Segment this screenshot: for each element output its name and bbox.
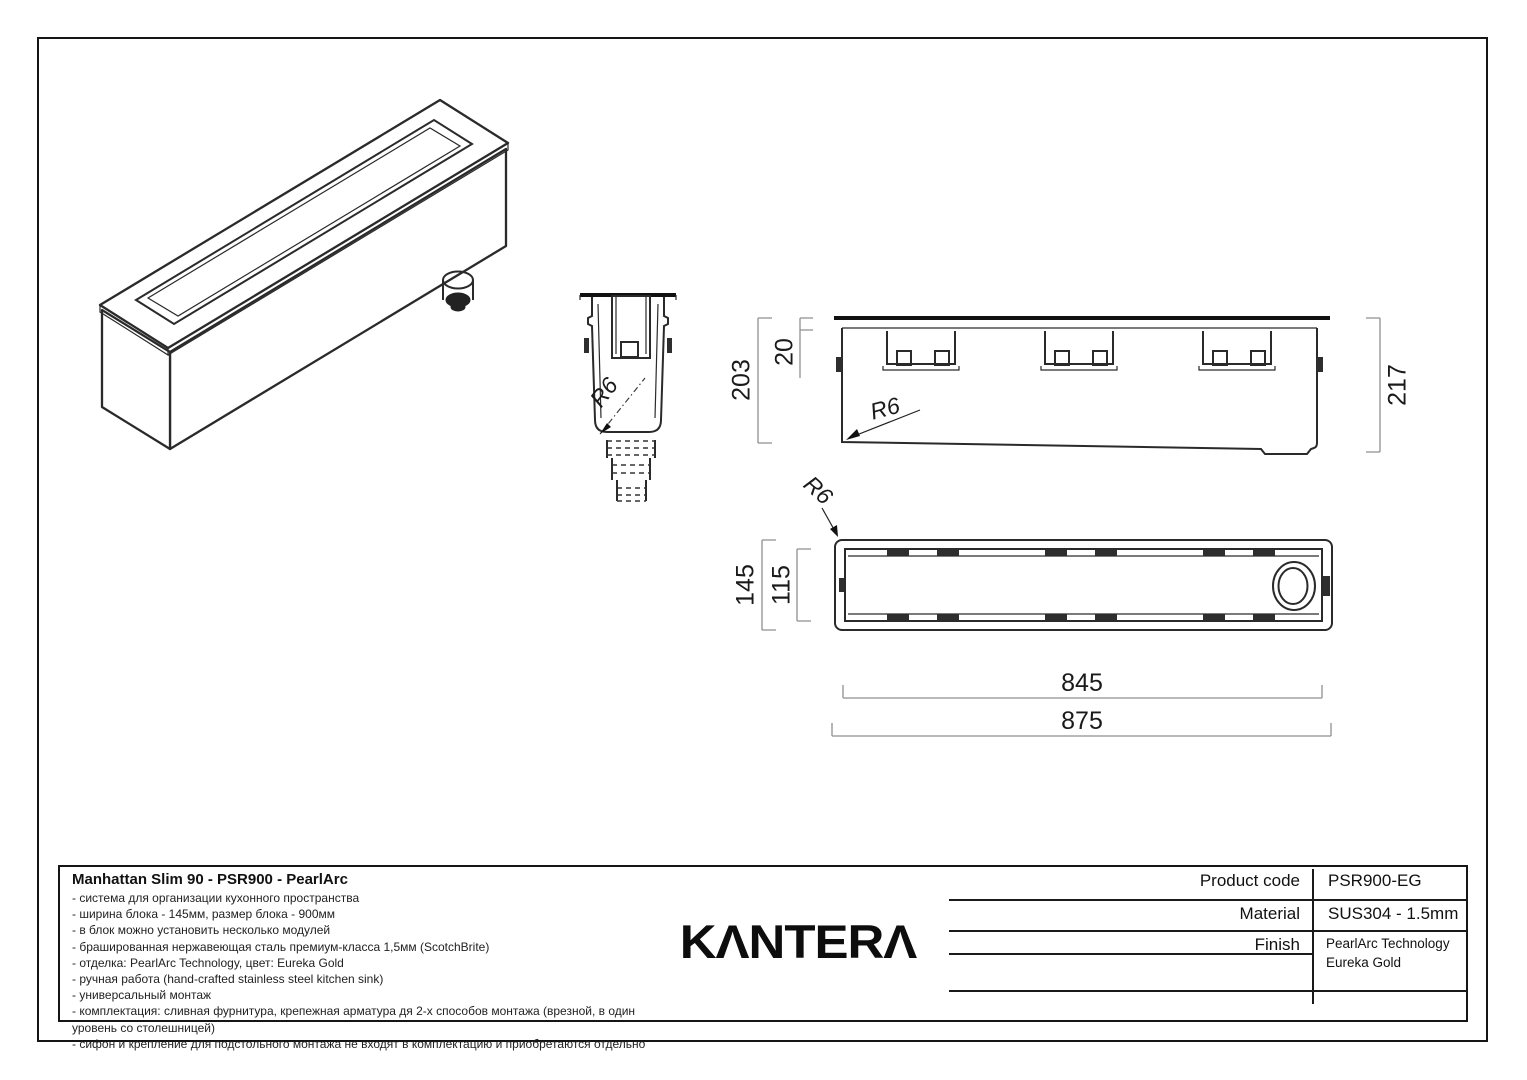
spec-bullet: - система для организации кухонного пространства	[72, 891, 360, 905]
plan-radius-label: R6	[798, 470, 838, 510]
module-bracket	[883, 331, 959, 370]
finish-value-line1: PearlArc Technology	[1326, 936, 1450, 951]
elevation-radius-label: R6	[867, 391, 903, 425]
dim-217: 217	[1383, 364, 1412, 406]
module-bracket	[1041, 331, 1117, 370]
elevation-radius-callout	[846, 392, 920, 440]
spec-bullet: - ширина блока - 145мм, размер блока - 900мм	[72, 907, 336, 922]
table-separator	[949, 899, 1466, 901]
section-outline	[580, 295, 676, 432]
section-drain-hidden	[607, 440, 655, 501]
product-code-value: PSR900-EG	[1328, 871, 1422, 890]
spec-bullet-list	[72, 890, 650, 1052]
material-label: Material	[1239, 904, 1300, 923]
table-separator	[949, 930, 1466, 932]
table-separator	[949, 990, 1466, 992]
plan-radius-callout	[799, 471, 838, 537]
elevation-view	[725, 300, 1415, 480]
elevation-modules	[883, 331, 1275, 370]
spec-bullet: - комплектация: сливная фурнитура, крепежная арматура дя 2-х способов монтажа (врезной, в один уровень со столешницей)	[72, 1004, 636, 1035]
dim-875: 875	[1061, 707, 1103, 735]
product-code-row	[949, 871, 1464, 891]
section-radius-label: R6	[584, 372, 623, 412]
plan-clip-marks	[887, 550, 1275, 621]
dim-115: 115	[767, 565, 796, 605]
isometric-view	[60, 60, 560, 460]
spec-bullet: - сифон и крепление для подстольного монтажа не входят в комплектацию и приобретаются отдельно	[72, 1036, 646, 1051]
section-module	[612, 296, 650, 358]
finish-value-line2: Eureka Gold	[1326, 955, 1402, 970]
brand-logo: KΛNTERΛ	[679, 915, 917, 969]
section-view	[555, 280, 725, 520]
title-block	[58, 865, 1468, 1051]
product-code-label: Product code	[1199, 871, 1300, 890]
module-bracket	[1199, 331, 1275, 370]
isometric-sink-body	[100, 100, 508, 449]
product-description	[72, 871, 650, 1052]
elevation-dimensions	[728, 318, 1412, 452]
plan-dimensions	[732, 471, 1331, 736]
spec-bullet: - отделка: PearlArc Technology, цвет: Eureka Gold	[72, 955, 344, 970]
spec-bullet: - универсальный монтаж	[72, 988, 212, 1003]
product-title: Manhattan Slim 90 - PSR900 - PearlArc	[72, 871, 348, 888]
plan-view	[725, 470, 1415, 770]
dim-145: 145	[731, 564, 760, 606]
dim-203: 203	[727, 359, 756, 401]
spec-bullet: - брашированная нержавеющая сталь премиум-класса 1,5мм (ScotchBrite)	[72, 939, 490, 954]
material-value: SUS304 - 1.5mm	[1328, 904, 1459, 923]
elevation-outline	[834, 318, 1330, 454]
plan-outline	[835, 540, 1332, 630]
dim-20: 20	[770, 338, 799, 366]
material-row	[949, 904, 1464, 924]
finish-label: Finish	[1254, 935, 1300, 954]
dim-845: 845	[1061, 669, 1103, 697]
plan-drain	[1273, 562, 1315, 610]
spec-bullet: - ручная работа (hand-crafted stainless steel kitchen sink)	[72, 972, 384, 987]
spec-bullet: - в блок можно установить несколько модулей	[72, 923, 331, 938]
